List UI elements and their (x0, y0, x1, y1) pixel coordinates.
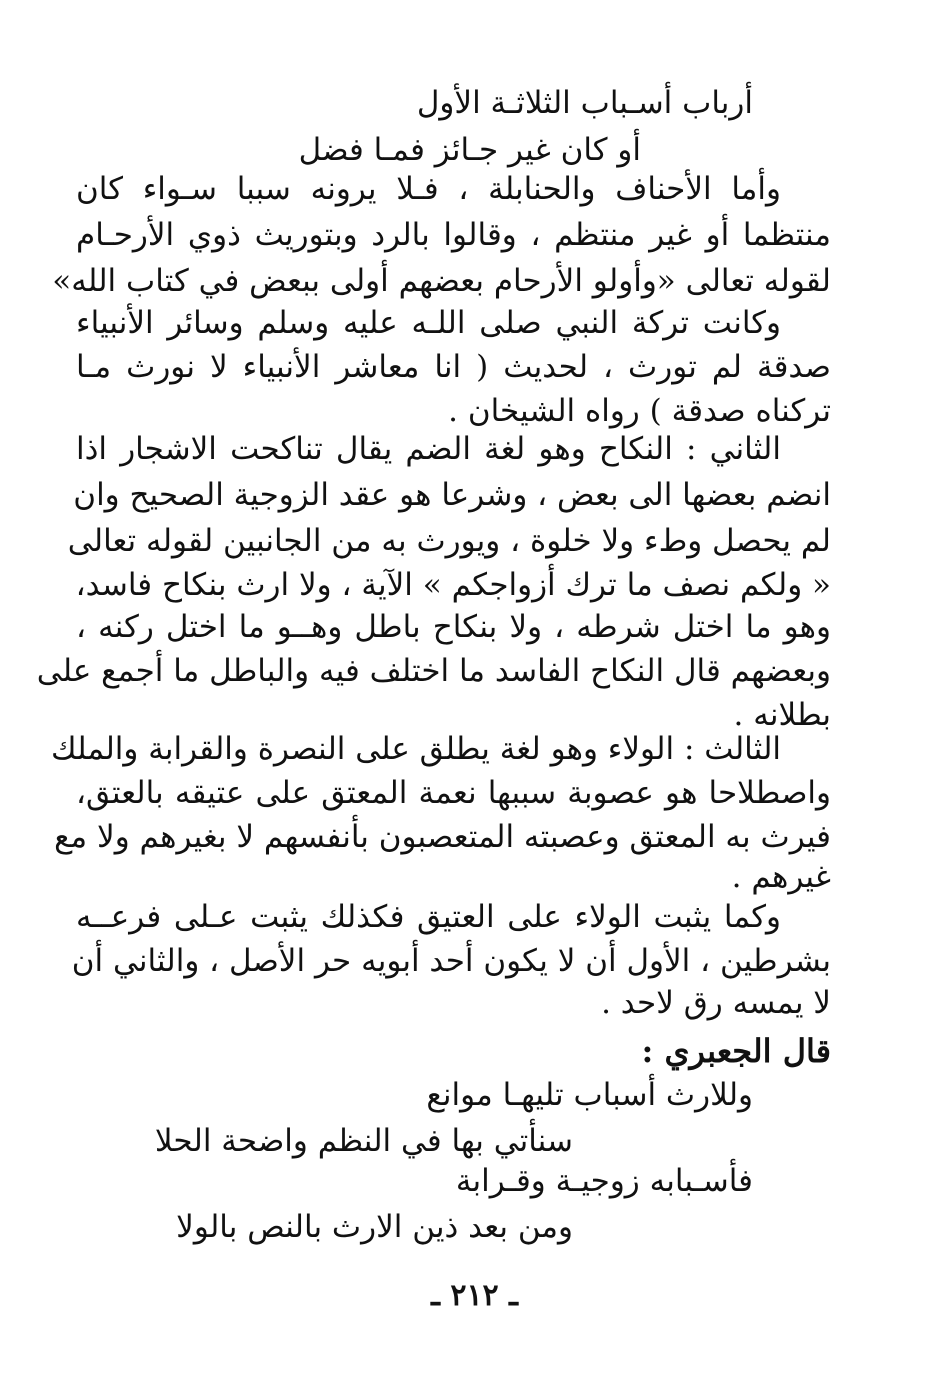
verse-intro-line-2: أو كان غير جـائز فمـا فضل (298, 132, 641, 168)
paragraph-4-line-4: غيرهم . (731, 859, 831, 895)
paragraph-5-line-2: بشرطين ، الأول أن لا يكون أحد أبويه حر الأصل ، والثاني أن (71, 943, 831, 979)
paragraph-3-line-5: وهو ما اختل شرطه ، ولا بنكاح باطل وهــو ما اختل ركنه ، (76, 609, 831, 645)
paragraph-3-line-6: وبعضهم قال النكاح الفاسد ما اختلف فيه والباطل ما أجمع على (36, 653, 831, 689)
paragraph-1-line-3: لقوله تعالى «وأولو الأرحام بعضهم أولى ببعض في كتاب الله» (52, 263, 831, 299)
poem-line-1: وللارث أسباب تليهـا موانع (426, 1077, 753, 1113)
poem-line-3: فأسـبابه زوجيـة وقـرابة (455, 1163, 753, 1199)
paragraph-2-line-1: وكانت تركة النبي صلى اللـه عليه وسلم وسائر الأنبياء (76, 305, 781, 341)
paragraph-5-line-3: لا يمسه رق لاحد . (601, 985, 831, 1021)
paragraph-3-line-7: بطلانه . (733, 697, 831, 733)
paragraph-1-line-1: وأما الأحناف والحنابلة ، فـلا يرونه سببا سـواء كان (76, 171, 781, 207)
poem-line-2: سنأتي بها في النظم واضحة الحلا (154, 1123, 573, 1159)
paragraph-4-line-2: واصطلاحا هو عصوبة سببها نعمة المعتق على عتيقه بالعتق، (76, 775, 831, 811)
paragraph-4-line-1: الثالث : الولاء وهو لغة يطلق على النصرة والقرابة والملك (51, 731, 781, 767)
paragraph-2-line-2: صدقة لم تورث ، لحديث ( انا معاشر الأنبياء لا نورث مـا (76, 349, 831, 385)
paragraph-3-line-1: الثاني : النكاح وهو لغة الضم يقال تناكحت الاشجار اذا (76, 431, 781, 467)
poem-line-4: ومن بعد ذين الارث بالنص بالولا (176, 1209, 573, 1245)
verse-intro-line-1: أرباب أسـباب الثلاثـة الأول (416, 85, 753, 121)
section-heading: قال الجعبري : (641, 1032, 831, 1070)
paragraph-1-line-2: منتظما أو غير منتظم ، وقالوا بالرد وبتوريث ذوي الأرحـام (76, 217, 831, 253)
paragraph-5-line-1: وكما يثبت الولاء على العتيق فكذلك يثبت عـلى فرعــه (76, 899, 781, 935)
paragraph-2-line-3: تركناه صدقة ) رواه الشيخان . (448, 393, 831, 429)
page-number: ـ ٢١٢ ـ (431, 1278, 518, 1313)
paragraph-3-line-2: انضم بعضها الى بعض ، وشرعا هو عقد الزوجية الصحيح وان (73, 477, 831, 513)
paragraph-3-line-4: « ولكم نصف ما ترك أزواجكم » الآية ، ولا ارث بنكاح فاسد، (75, 567, 831, 603)
paragraph-3-line-3: لم يحصل وطء ولا خلوة ، ويورث به من الجانبين لقوله تعالى (67, 523, 831, 559)
paragraph-4-line-3: فيرث به المعتق وعصبته المتعصبون بأنفسهم لا بغيرهم ولا مع (54, 819, 831, 855)
